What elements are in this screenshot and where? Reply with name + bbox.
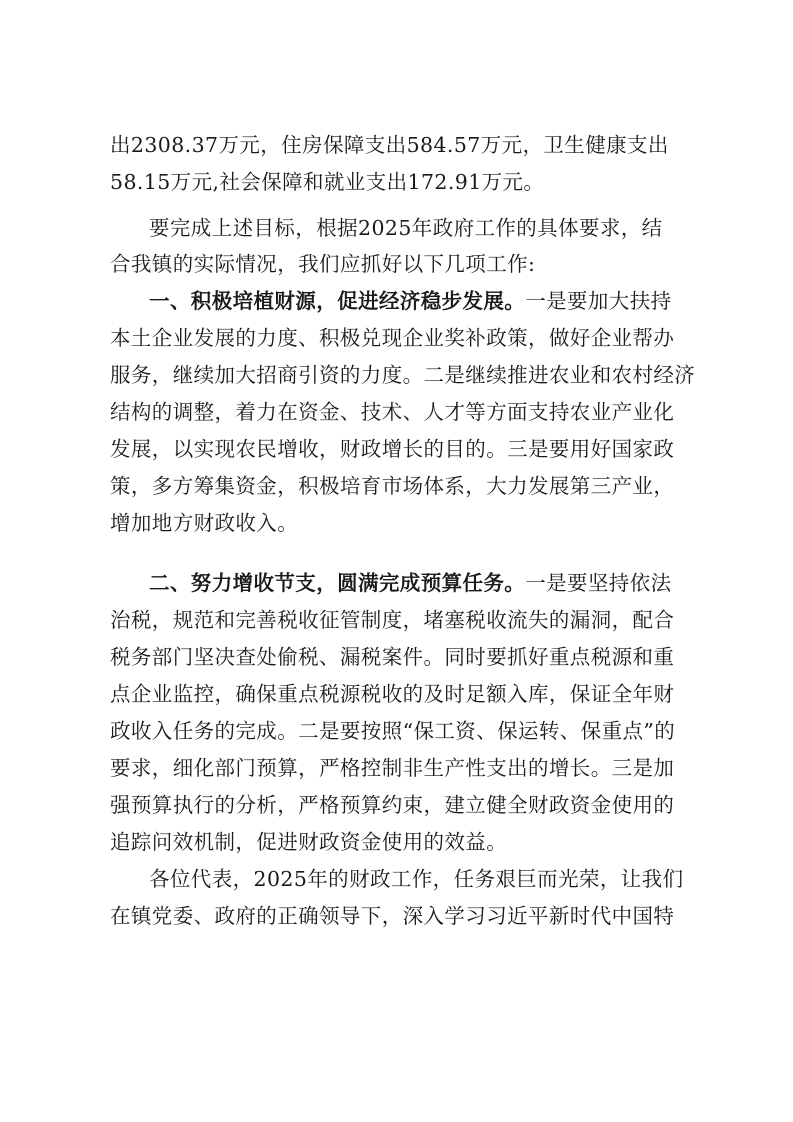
- paragraph-1-line-2: 58.15万元,社会保障和就业支出172.91万元。: [110, 170, 545, 194]
- paragraph-3-line-1: [149, 291, 672, 312]
- paragraph-4-line-5: 政收入任务的完成。二是要按照“保工资、保运转、保重点”的: [110, 719, 676, 743]
- paragraph-4-line-6: 要求，细化部门预算，严格控制非生产性支出的增长。三是加: [110, 756, 675, 780]
- paragraph-3-line-7: 增加地方财政收入。: [110, 511, 299, 535]
- paragraph-1-line-1: 出2308.37万元，住房保障支出584.57万元，卫生健康支出: [110, 133, 669, 157]
- paragraph-4-line-3: 税务部门坚决查处偷税、漏税案件。同时要抓好重点税源和重: [110, 645, 675, 669]
- paragraph-5-line-2: 在镇党委、政府的正确领导下，深入学习习近平新时代中国特: [110, 904, 675, 928]
- section-heading-2: 二、努力增收节支，圆满完成预算任务。: [149, 571, 526, 595]
- paragraph-4-line-2: 治税，规范和完善税收征管制度，堵塞税收流失的漏洞，配合: [110, 608, 675, 632]
- paragraph-4-line-8: 追踪问效机制，促进财政资金使用的效益。: [110, 830, 508, 854]
- paragraph-4-line-1-text: 一是要坚持依法: [525, 571, 672, 595]
- paragraph-4-line-7: 强预算执行的分析，严格预算约束，建立健全财政资金使用的: [110, 793, 675, 817]
- paragraph-3-line-5: 发展，以实现农民增收，财政增长的目的。三是要用好国家政: [110, 437, 675, 461]
- paragraph-3-line-1-text: 一是要加大扶持: [525, 289, 672, 313]
- paragraph-3-line-6: 策，多方筹集资金，积极培育市场体系，大力发展第三产业，: [110, 474, 675, 498]
- section-heading-1: 一、积极培植财源，促进经济稳步发展。: [149, 289, 526, 313]
- paragraph-3-line-3: 服务，继续加大招商引资的力度。二是继续推进农业和农村经济: [110, 363, 696, 387]
- paragraph-4-line-4: 点企业监控，确保重点税源税收的及时足额入库，保证全年财: [110, 682, 675, 706]
- paragraph-5-line-1: 各位代表，2025年的财政工作，任务艰巨而光荣，让我们: [149, 867, 684, 891]
- paragraph-2-line-1: 要完成上述目标，根据2025年政府工作的具体要求，结: [149, 216, 663, 240]
- paragraph-2-line-2: 合我镇的实际情况，我们应抓好以下几项工作:: [110, 252, 536, 276]
- paragraph-3-line-2: 本土企业发展的力度、积极兑现企业奖补政策，做好企业帮办: [110, 326, 675, 350]
- paragraph-3-line-4: 结构的调整，着力在资金、技术、人才等方面支持农业产业化: [110, 400, 675, 424]
- paragraph-4-line-1: [149, 573, 672, 594]
